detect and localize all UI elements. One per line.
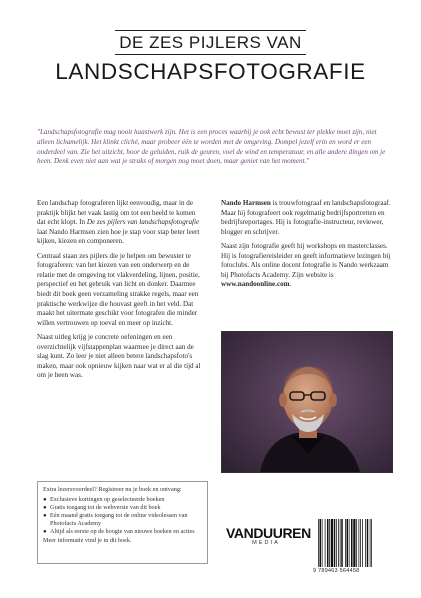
description-p1-start: Een landschap fotograferen lijkt eenvoudig, maar in de praktijk blijkt het vaak lastig om tot een beeld te komen dat echt klopt. In: [37, 199, 196, 227]
benefits-list: [43, 496, 202, 536]
reader-benefits-box: [37, 481, 208, 564]
author-bio: [221, 199, 391, 295]
benefit-text: Exclusieve kortingen op geselecteerde boeken: [50, 495, 165, 503]
bio-paragraph-1: [221, 199, 391, 237]
barcode-bar: [338, 519, 339, 567]
publisher-sub: MEDIA: [252, 540, 280, 546]
benefit-item: [43, 528, 202, 536]
barcode-bar: [347, 519, 349, 567]
barcode-bar: [370, 519, 371, 567]
bullet-icon: ●: [43, 527, 47, 535]
barcode-bar: [360, 519, 361, 567]
author-quote: "Landschapsfotografie mag nooit haastwerk zijn. Het is een proces waarbij je ook echt bewust ter plekke moet zijn, niet alleen lichamelijk. Het klinkt cliché, maar probeer één te worden met de omgeving. Dompel jezelf erin en word er een onderdeel van. Zie het uitzicht, hoor de geluiden, ruik de geuren, voel de wind en temperatuur, en alle andere dingen om je heen. Denk even niet aan wat je straks of morgen nog moet doen, maar geniet van het moment.": [37, 128, 386, 166]
bio-p1-rest: is trouwfotograaf en landschapsfotograaf. Maar hij fotografeert ook regelmatig bedrijfsportretten en bedrijfsreportages. Hij is fotografie-instructeur, reviewer, blogger en schrijver.: [221, 199, 391, 236]
bio-paragraph-2: [221, 242, 391, 290]
barcode-bar: [341, 519, 343, 567]
barcode-bar: [365, 519, 366, 567]
barcode-bar: [334, 519, 336, 567]
barcode-bar: [371, 519, 372, 567]
barcode-bar: [327, 519, 329, 567]
bio-p2-text: Naast zijn fotografie geeft hij workshops en masterclasses. Hij is fotografiereisleider en geeft informatieve lezingen bij fotoclubs. Als online docent fotografie is Nando werkzaam bij Photofacts Academy. Zijn website is: [221, 241, 391, 279]
description-p1-end: laat Nando Harmsen zien hoe je stap voor stap beter leert kijken, kiezen en componeren.: [37, 227, 200, 246]
barcode-bar: [362, 519, 363, 567]
title-line-2: LANDSCHAPSFOTOGRAFIE: [55, 59, 366, 84]
description-paragraph-3: Naast uitleg krijg je concrete oefeningen en een overzichtelijk vijfstappenplan waarmee je direct aan de slag kunt. Zo leer je niet alleen betere landschapsfoto's maken, maar ook opnieuw kijken naar wat er al die tijd al om je heen was.: [37, 332, 201, 380]
barcode-bar: [340, 519, 341, 567]
book-description: [37, 199, 205, 385]
barcode-bar: [318, 519, 319, 567]
barcode-bar: [349, 519, 350, 567]
bullet-icon: ●: [43, 511, 47, 519]
barcode-bar: [359, 519, 360, 567]
publisher-logo: [226, 525, 311, 546]
publisher-name: VANDUUREN: [226, 525, 311, 541]
barcode-bar: [367, 519, 369, 567]
benefit-text: Eén maand gratis toegang tot de online videolessen van Photofacts Academy: [50, 511, 188, 527]
barcode-bar: [320, 519, 322, 567]
isbn-number: 9 789463 564458: [313, 568, 360, 574]
benefit-item: [43, 496, 202, 504]
benefit-item: [43, 504, 202, 512]
barcode-bar: [356, 519, 357, 567]
book-title: [0, 30, 421, 85]
author-photo: [221, 331, 393, 473]
description-paragraph-1: [37, 199, 205, 247]
author-name: Nando Harmsen: [221, 199, 271, 207]
barcode: [317, 519, 389, 567]
benefits-intro: Extra lezersvoordeel? Registreer nu je boek en ontvang:: [43, 486, 182, 493]
barcode-bar: [331, 519, 333, 567]
barcode-bar: [322, 519, 323, 567]
barcode-bar: [336, 519, 337, 567]
author-website: www.nandoonline.com: [221, 280, 290, 289]
benefit-text: Gratis toegang tot de webversie van dit boek: [50, 503, 161, 511]
benefit-text: Altijd als eerste op de hoogte van nieuwe boeken en acties: [50, 527, 195, 535]
bio-p2-end: .: [289, 280, 292, 289]
title-line-1: DE ZES PIJLERS VAN: [115, 30, 306, 55]
barcode-bar: [325, 519, 326, 567]
barcode-bar: [345, 519, 346, 567]
bullet-icon: ●: [43, 495, 47, 503]
bullet-icon: ●: [43, 503, 47, 511]
benefit-item: [43, 512, 202, 528]
benefits-footer: Meer informatie vind je in dit boek.: [43, 537, 132, 545]
description-paragraph-2: Centraal staan zes pijlers die je helpen om bewuster te fotograferen: van het kiezen van een onderwerp en de relatie met de omgeving tot vlakverdeling, lijnen, positie, perspectief en het gebruik van licht en donker. Daarmee biedt dit boek geen verzameling strakke regels, maar een praktische werkwijze die houvast geeft in het veld. Dat maakt het uitermate geschikt voor fotografen die minder willen vertrouwen op toeval en meer op inzicht.: [37, 251, 200, 327]
barcode-bar: [351, 519, 353, 567]
barcode-bar: [329, 519, 330, 567]
book-title-italic: De zes pijlers van landschapsfotografie: [86, 218, 200, 227]
barcode-bar: [353, 519, 355, 567]
